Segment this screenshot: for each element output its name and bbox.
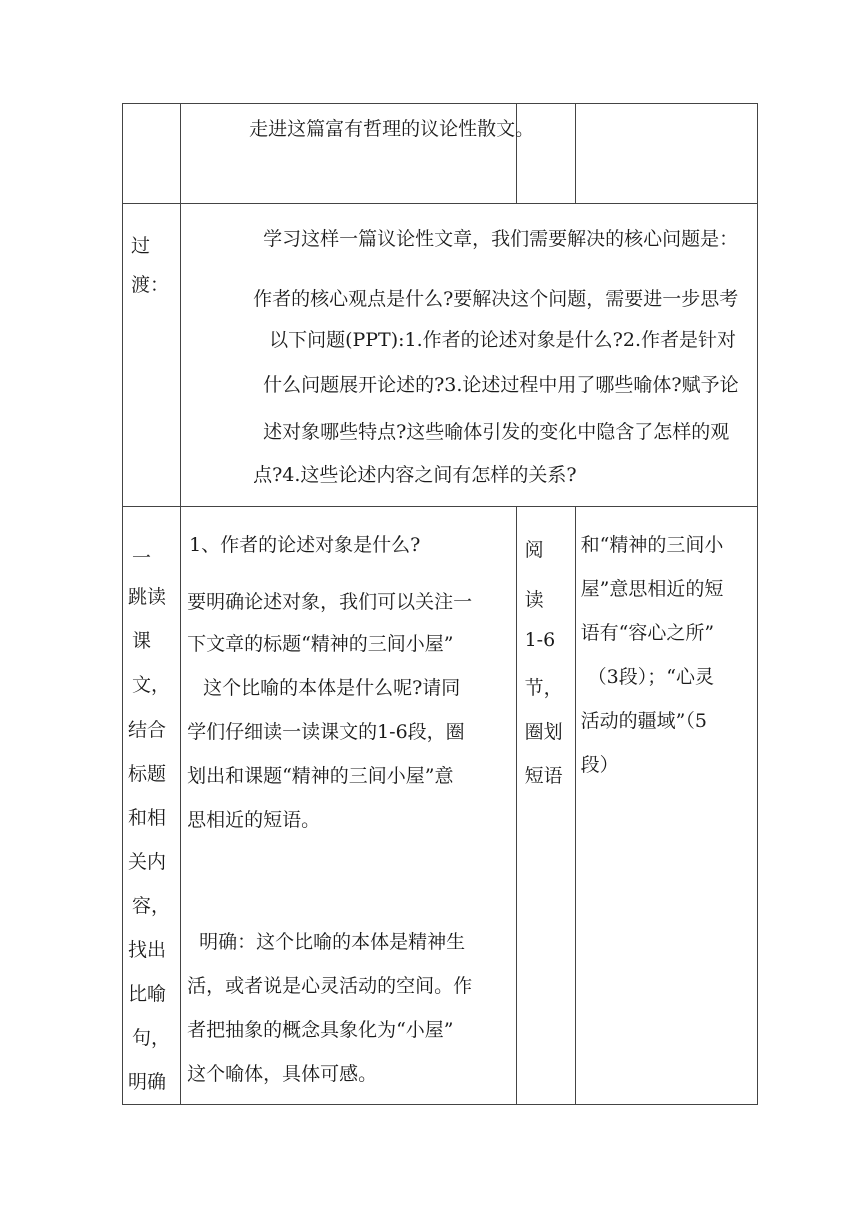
answer-line: （3段）；“心灵 [587, 666, 714, 688]
step-label-line: 一 [132, 547, 152, 569]
step-cell [123, 104, 181, 204]
activity-line: 节， [524, 677, 563, 699]
answer-explanation-line: 明确：这个比喻的本体是精神生 [199, 931, 466, 953]
activity-line: 读 [524, 589, 544, 611]
activity-line: 1-6 [524, 629, 556, 651]
answer-line: 和“精神的三间小 [580, 534, 724, 556]
answer-explanation-line: 这个喻体，具体可感。 [187, 1063, 378, 1085]
answer-line: 语有“容心之所” [580, 622, 715, 644]
answer-line: 活动的疆域”（5 [580, 710, 707, 732]
question-line: 1、作者的论述对象是什么? [189, 534, 421, 556]
activity-line: 短语 [524, 765, 563, 787]
transition-line: 学习这样一篇议论性文章，我们需要解决的核心问题是： [263, 228, 739, 250]
table-row [123, 204, 758, 507]
activity-line: 圈划 [524, 721, 563, 743]
transition-line: 述对象哪些特点?这些喻体引发的变化中隐含了怎样的观 [263, 421, 730, 443]
table-row [123, 104, 758, 204]
step-label-line: 容， [132, 895, 171, 917]
step-label-cell [123, 507, 181, 1105]
step-label-line: 结合 [128, 719, 167, 741]
content-text: 走进这篇富有哲理的议论性散文。 [249, 118, 535, 140]
answer-explanation-line: 者把抽象的概念具象化为“小屋” [187, 1019, 454, 1041]
step-label-line: 标题 [128, 763, 167, 785]
step-label-cell [123, 204, 181, 507]
content-line: 下文章的标题“精神的三间小屋” [187, 633, 454, 655]
lesson-plan-table [122, 103, 758, 1105]
content-cell [181, 507, 517, 1105]
answer-cell [575, 507, 757, 1105]
transition-content-cell [181, 204, 758, 507]
answer-line: 屋”意思相近的短 [580, 578, 724, 600]
content-cell [181, 104, 535, 204]
content-line: 学们仔细读一读课文的1-6段，圈 [187, 721, 465, 743]
transition-line: 什么问题展开论述的?3.论述过程中用了哪些喻体?赋予论 [263, 374, 739, 396]
step-label-line: 比喻 [128, 983, 167, 1005]
step-label-line: 课 [132, 630, 152, 652]
step-label-line: 句， [132, 1027, 171, 1049]
activity-cell [516, 507, 575, 1105]
content-line: 划出和课题“精神的三间小屋”意 [187, 765, 454, 787]
step-label-line: 文， [132, 674, 171, 696]
transition-line: 点?4.这些论述内容之间有怎样的关系? [253, 464, 577, 486]
answer-line: 段） [580, 754, 619, 776]
content-line: 思相近的短语。 [187, 809, 321, 831]
transition-line: 以下问题(PPT):1.作者的论述对象是什么?2.作者是针对 [269, 329, 736, 351]
answer-cell [575, 104, 757, 204]
answer-explanation-line: 活，或者说是心灵活动的空间。作 [187, 975, 473, 997]
step-label-line: 跳读 [128, 586, 167, 608]
step-label-line: 渡： [131, 274, 170, 296]
content-line: 要明确论述对象，我们可以关注一 [187, 591, 473, 613]
step-label-line: 和相 [128, 807, 167, 829]
step-label-line: 明确 [128, 1071, 167, 1093]
step-label-line: 关内 [128, 851, 167, 873]
table-row [123, 507, 758, 1105]
step-label-line: 找出 [128, 939, 167, 961]
step-label-line: 过 [131, 235, 151, 257]
transition-line: 作者的核心观点是什么?要解决这个问题，需要进一步思考 [253, 288, 739, 310]
activity-line: 阅 [524, 539, 544, 561]
content-line: 这个比喻的本体是什么呢?请同 [203, 677, 461, 699]
